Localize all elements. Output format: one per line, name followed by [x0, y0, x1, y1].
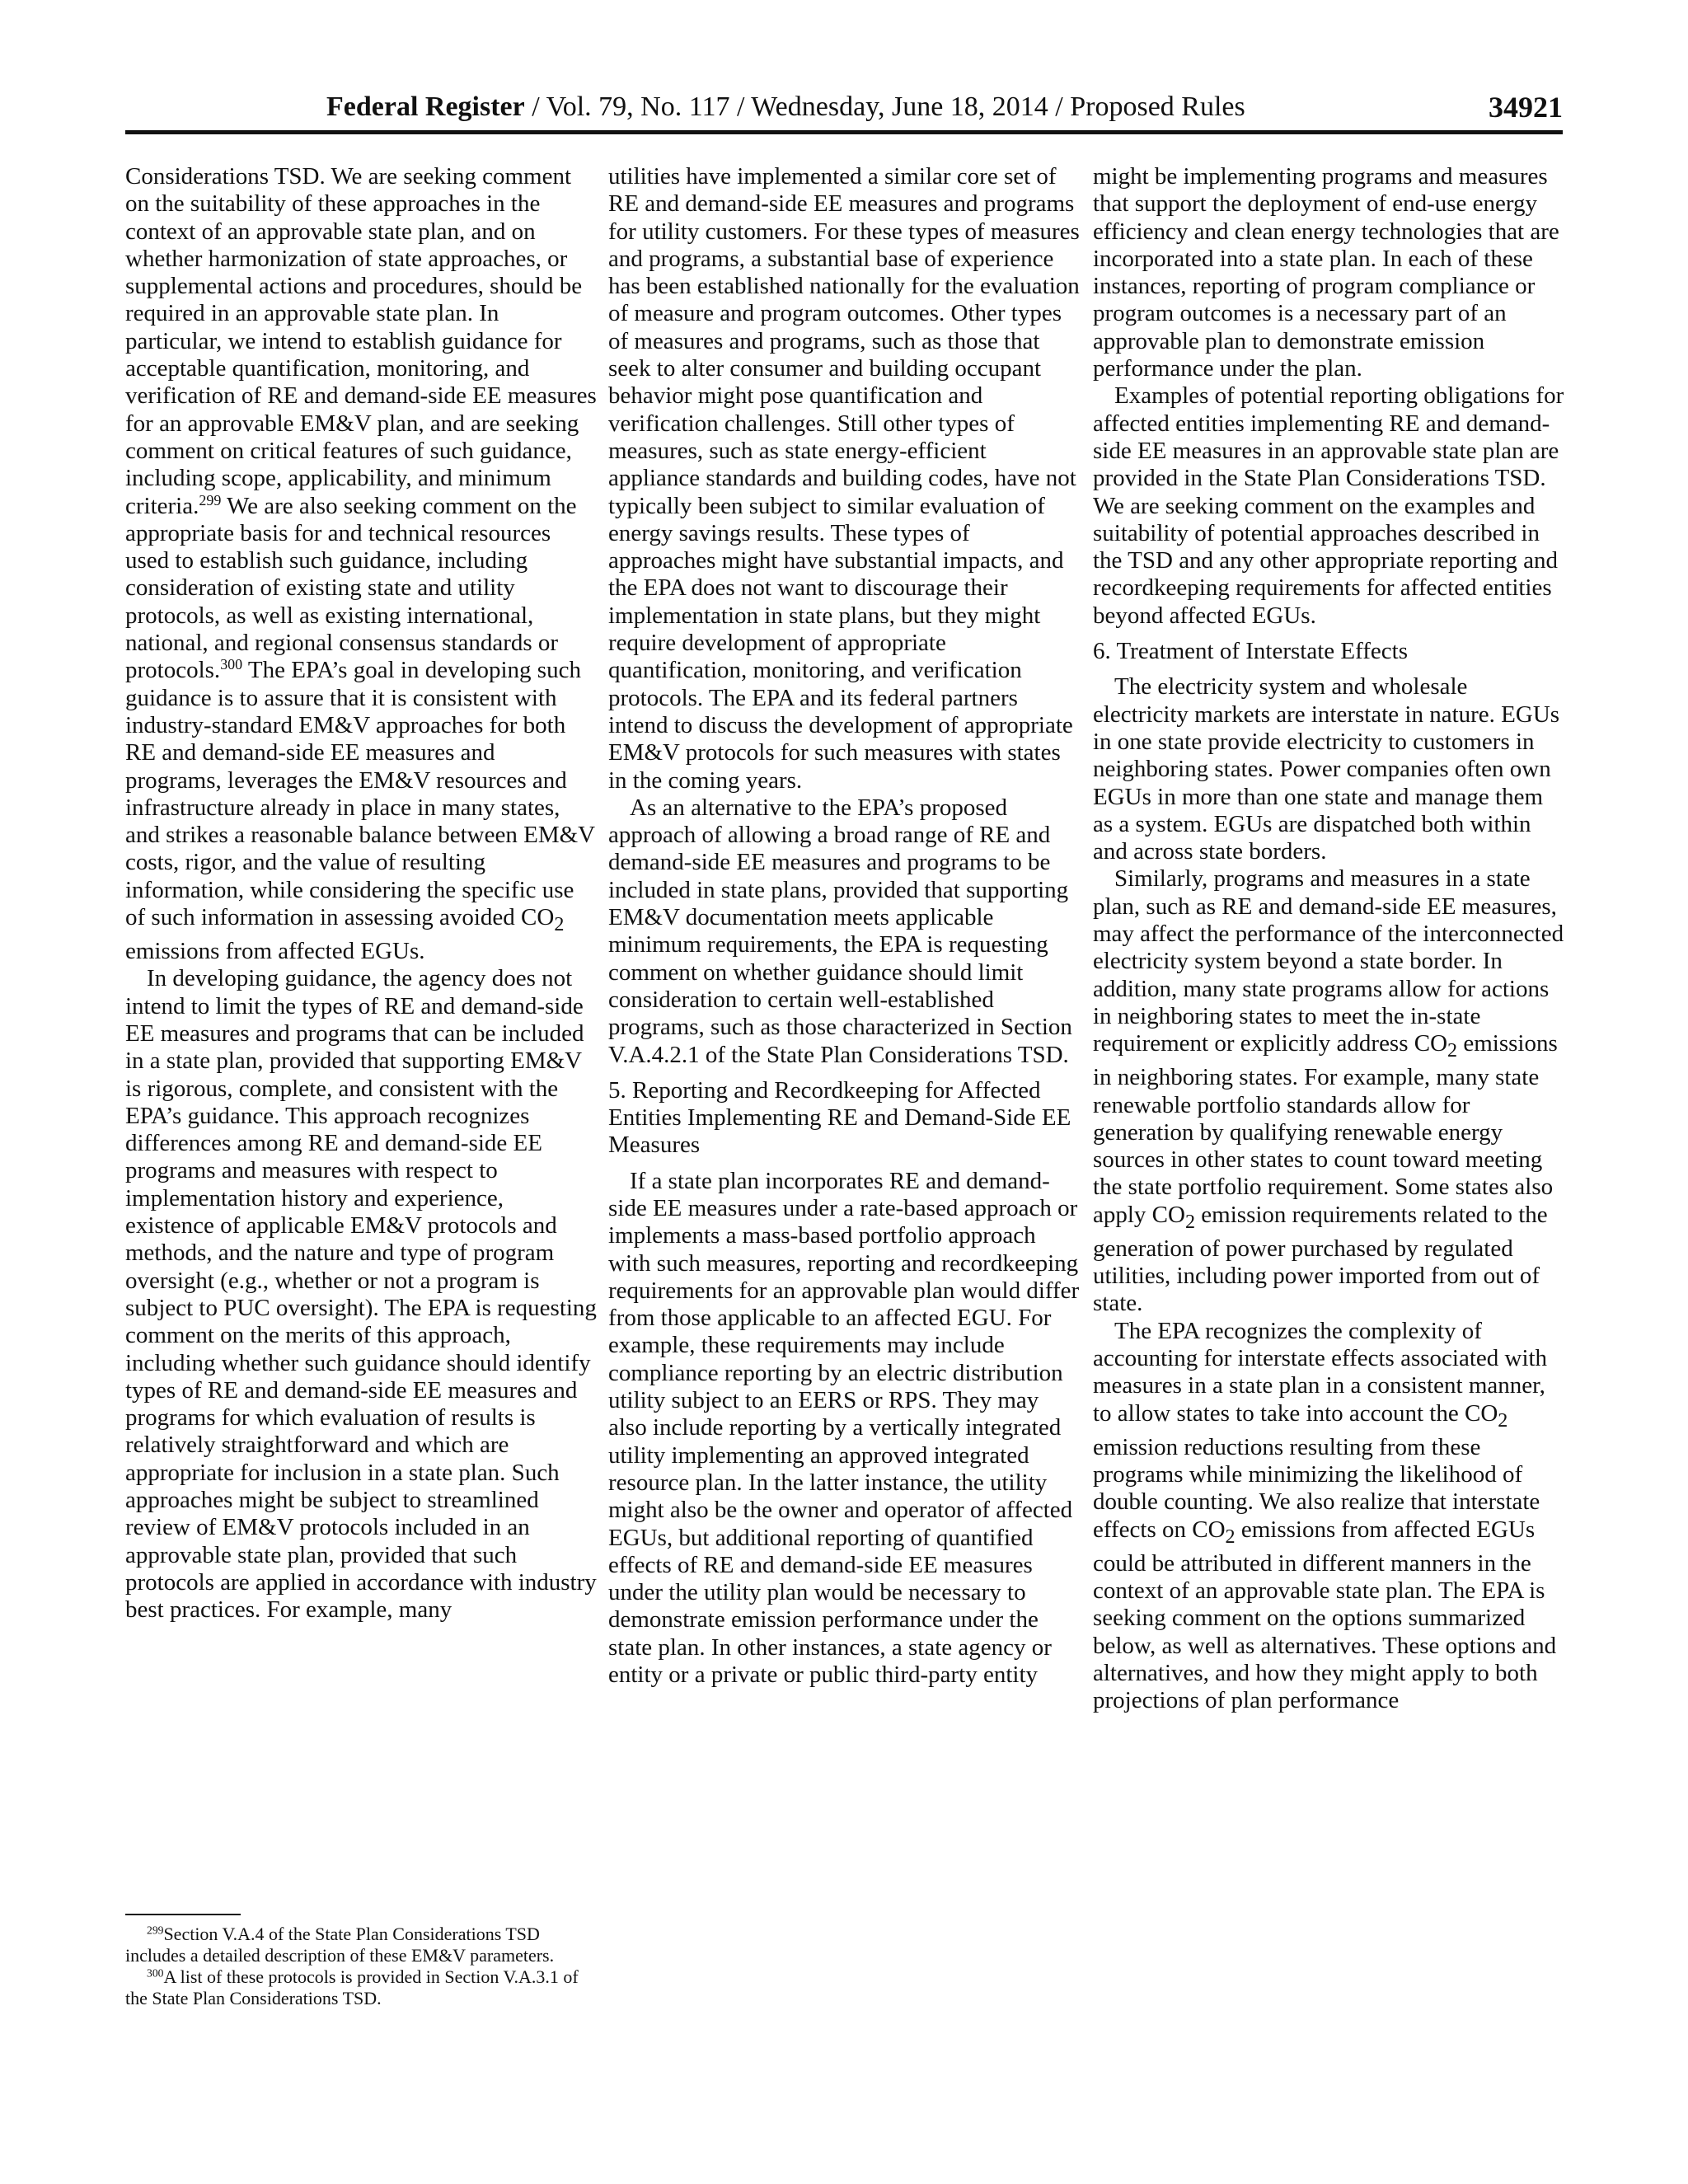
paragraph: Examples of potential reporting obligations for affected entities implementing RE and demand-side EE measures in an approvable state plan are provided in the State Plan Considerations TSD. We are seeking comment on the examples and suitability of potential approaches described in the TSD and any other appropriate reporting and recordkeeping requirements for affected entities beyond affected EGUs.: [1093, 382, 1564, 629]
paragraph: utilities have implemented a similar core set of RE and demand-side EE measures and programs for utility customers. For these types of measures and programs, a substantial base of experience has been established nationally for the evaluation of measure and program outcomes. Other types of measures and programs, such as those that seek to alter consumer and building occupant behavior might pose quantification and verification challenges. Still other types of measures, such as state energy-efficient appliance standards and building codes, have not typically been subject to similar evaluation of energy savings results. These types of approaches might have substantial impacts, and the EPA does not want to discourage their implementation in state plans, but they might require development of appropriate quantification, monitoring, and verification protocols. The EPA and its federal partners intend to discuss the development of appropriate EM&V protocols for such measures with states in the coming years.: [608, 163, 1080, 794]
page-header: [125, 86, 1563, 129]
column-1: [125, 163, 597, 2009]
header-rule: [125, 130, 1563, 134]
paragraph: Similarly, programs and measures in a state plan, such as RE and demand-side EE measures, may affect the performance of the interconnected electricity system beyond a state border. In addition, many state programs allow for actions in neighboring states to meet the in-state requirement or explicitly address $CO_2$ emissions in neighboring states. For example, many state renewable portfolio standards allow for generation by qualifying renewable energy sources in other states to count toward meeting the state portfolio requirement. Some states also apply $CO_2$ emission requirements related to the generation of power purchased by regulated utilities, including power imported from out of state.: [1093, 865, 1564, 1317]
co2-subscript: 2: [1225, 1525, 1236, 1548]
footnote-ref-299[interactable]: 299: [199, 491, 222, 509]
co2-subscript: 2: [554, 912, 565, 935]
column-2: [608, 163, 1080, 2009]
column-3: [1093, 163, 1564, 2009]
co2-subscript: 2: [1447, 1039, 1458, 1062]
header-citation: [326, 86, 1245, 129]
page-number: 34921: [1489, 91, 1563, 124]
co2-subscript: 2: [1184, 1210, 1196, 1233]
volume-issue: / Vol. 79, No. 117 / Wednesday, June 18, 2014 / Proposed Rules: [524, 91, 1245, 122]
footnote-300: $^{300}$A list of these protocols is provided in Section V.A.3.1 of the State Plan Considerations TSD.: [125, 1966, 579, 2008]
section-heading-6: 6. Treatment of Interstate Effects: [1093, 638, 1408, 665]
footnotes: [125, 1924, 597, 2009]
footnote-299: $^{299}$Section V.A.4 of the State Plan Considerations TSD includes a detailed description of these EM&V parameters.: [125, 1924, 555, 1966]
paragraph: Considerations TSD. We are seeking comment on the suitability of these approaches in the context of an approvable state plan, and on whether harmonization of state approaches, or supplemental actions and procedures, should be required in an approvable state plan. In particular, we intend to establish guidance for acceptable quantification, monitoring, and verification of RE and demand-side EE measures for an approvable EM&V plan, and are seeking comment on critical features of such guidance, including scope, applicability, and minimum criteria.$^{299}$ We are also seeking comment on the appropriate basis for and technical resources used to establish such guidance, including consideration of existing state and utility protocols, as well as existing international, national, and regional consensus standards or protocols.$^{300}$ The EPA’s goal in developing such guidance is to assure that it is consistent with industry-standard EM&V approaches for both RE and demand-side EE measures and programs, leverages the EM&V resources and infrastructure already in place in many states, and strikes a reasonable balance between EM&V costs, rigor, and the value of resulting information, while considering the specific use of such information in assessing avoided $CO_2$ emissions from affected EGUs.: [125, 163, 597, 965]
paragraph: The EPA recognizes the complexity of accounting for interstate effects associated with measures in a state plan in a consistent manner, to allow states to take into account the $CO_2$ emission reductions resulting from these programs while minimizing the likelihood of double counting. We also realize that interstate effects on $CO_2$ emissions from affected EGUs could be attributed in different manners in the context of an approvable state plan. The EPA is seeking comment on the options summarized below, as well as alternatives. These options and alternatives, and how they might apply to both projections of plan performance: [1093, 1317, 1557, 1714]
paragraph: might be implementing programs and measures that support the deployment of end-use energy efficiency and clean energy technologies that are incorporated into a state plan. In each of these instances, reporting of program compliance or program outcomes is a necessary part of an approvable plan to demonstrate emission performance under the plan.: [1093, 163, 1559, 382]
publication-name: Federal Register: [326, 91, 525, 122]
footnote-rule: [125, 1914, 241, 1915]
paragraph: The electricity system and wholesale electricity markets are interstate in nature. EGUs in one state provide electricity to customers in neighboring states. Power companies often own EGUs in more than one state and manage them as a system. EGUs are dispatched both within and across state borders.: [1093, 673, 1560, 865]
paragraph: If a state plan incorporates RE and demand-side EE measures under a rate-based approach or implements a mass-based portfolio approach with such measures, reporting and recordkeeping requirements for an approvable plan would differ from those applicable to an affected EGU. For example, these requirements may include compliance reporting by an electric distribution utility subject to an EERS or RPS. They may also include reporting by a vertically integrated utility implementing an approved integrated resource plan. In the latter instance, the utility might also be the owner and operator of affected EGUs, but additional reporting of quantified effects of RE and demand-side EE measures under the utility plan would be necessary to demonstrate emission performance under the state plan. In other instances, a state agency or entity or a private or public third-party entity: [608, 1167, 1080, 1689]
section-heading-5: 5. Reporting and Recordkeeping for Affected Entities Implementing RE and Demand-Side EE Measures: [608, 1076, 1071, 1159]
paragraph: As an alternative to the EPA’s proposed approach of allowing a broad range of RE and demand-side EE measures and programs to be included in state plans, provided that supporting EM&V documentation meets applicable minimum requirements, the EPA is requesting comment on whether guidance should limit consideration to certain well-established programs, such as those characterized in Section V.A.4.2.1 of the State Plan Considerations TSD.: [608, 794, 1072, 1068]
paragraph: In developing guidance, the agency does not intend to limit the types of RE and demand-side EE measures and programs that can be included in a state plan, provided that supporting EM&V is rigorous, complete, and consistent with the EPA’s guidance. This approach recognizes differences among RE and demand-side EE programs and measures with respect to implementation history and experience, existence of applicable EM&V protocols and methods, and the nature and type of program oversight (e.g., whether or not a program is subject to PUC oversight). The EPA is requesting comment on the merits of this approach, including whether such guidance should identify types of RE and demand-side EE measures and programs for which evaluation of results is relatively straightforward and which are appropriate for inclusion in a state plan. Such approaches might be subject to streamlined review of EM&V protocols included in an approvable state plan, provided that such protocols are applied in accordance with industry best practices. For example, many: [125, 965, 597, 1624]
footnote-ref-300[interactable]: 300: [220, 656, 243, 673]
co2-subscript: 2: [1498, 1408, 1508, 1432]
